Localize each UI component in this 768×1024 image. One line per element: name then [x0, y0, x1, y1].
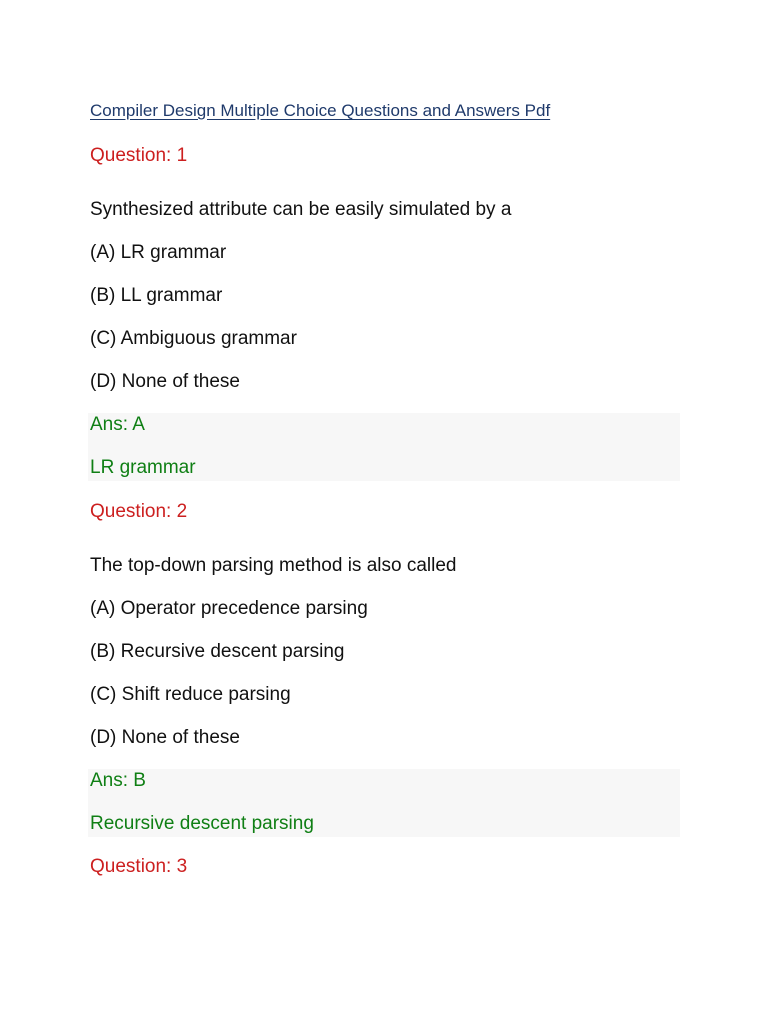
question-2-option-b: (B) Recursive descent parsing: [90, 641, 345, 662]
question-2-option-a: (A) Operator precedence parsing: [90, 598, 368, 619]
answer-2-label: Ans: B: [90, 770, 146, 791]
question-2-option-d: (D) None of these: [90, 727, 240, 748]
question-3-label: Question: 3: [90, 856, 188, 877]
answer-2-text: Recursive descent parsing: [90, 813, 314, 834]
question-1-option-a: (A) LR grammar: [90, 242, 227, 263]
question-2-label: Question: 2: [90, 501, 188, 522]
question-1-option-c: (C) Ambiguous grammar: [90, 328, 297, 349]
question-1-prompt: Synthesized attribute can be easily simulated by a: [90, 199, 512, 220]
question-2-option-c: (C) Shift reduce parsing: [90, 684, 291, 705]
answer-1-label: Ans: A: [90, 414, 145, 435]
question-1-option-b: (B) LL grammar: [90, 285, 223, 306]
answer-1-text: LR grammar: [90, 457, 196, 478]
document-title-link[interactable]: Compiler Design Multiple Choice Questions and Answers Pdf: [90, 101, 551, 120]
question-2-prompt: The top-down parsing method is also called: [90, 555, 457, 576]
question-1-option-d: (D) None of these: [90, 371, 240, 392]
question-1-label: Question: 1: [90, 145, 188, 166]
